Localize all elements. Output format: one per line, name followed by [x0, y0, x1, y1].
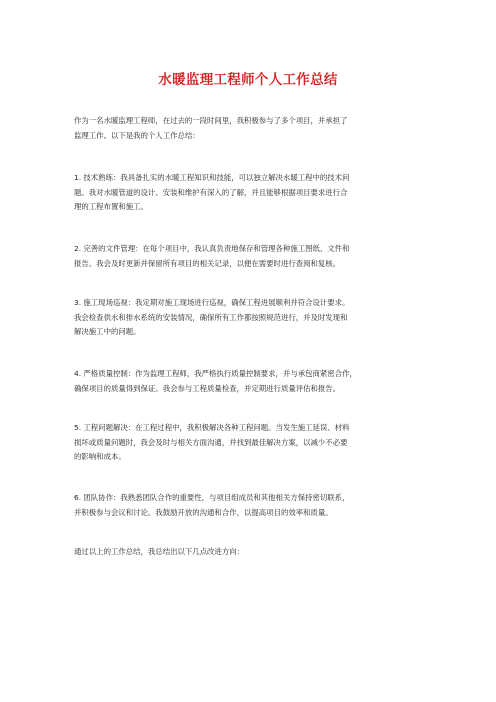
paragraph-line: 损坏或质量问题时，我会及时与相关方面沟通，并找到最佳解决方案，以减少不必要 [74, 437, 348, 447]
point-5-paragraph [74, 421, 444, 465]
paragraph-line: 解决施工中的问题。 [74, 327, 141, 336]
paragraph-line: 5. 工程问题解决：在工程过程中，我积极解决各种工程问题。当发生施工延误、材料 [74, 423, 350, 432]
paragraph-line: 题。我对水暖管道的设计、安装和维护有深入的了解，并且能够根据项目要求进行合 [74, 187, 348, 197]
paragraph-line: 3. 施工现场巡视：我定期对施工现场进行巡视，确保工程进展顺利并符合设计要求。 [74, 298, 350, 307]
point-3-paragraph [74, 296, 444, 340]
conclusion-paragraph [74, 545, 444, 560]
point-4-paragraph [74, 367, 444, 396]
paragraph-line: 作为一名水暖监理工程师，在过去的一段时间里，我积极参与了多个项目，并承担了 [74, 116, 348, 125]
paragraph-line: 通过以上的工作总结，我总结出以下几点改进方向： [74, 547, 244, 556]
paragraph-line: 监理工作。以下是我的个人工作总结： [74, 130, 200, 140]
paragraph-line: 并积极参与会议和讨论。我鼓励开放的沟通和合作，以提高项目的效率和质量。 [74, 507, 333, 517]
paragraph-line: 1. 技术熟练：我具备扎实的水暖工程知识和技能，可以独立解决水暖工程中的技术问 [74, 173, 350, 182]
point-2-paragraph [74, 242, 444, 271]
point-1-paragraph [74, 171, 444, 215]
paragraph-line: 我会检查供水和排水系统的安装情况，确保所有工作都按照规范进行，并及时发现和 [74, 312, 348, 322]
paragraph-line: 4. 严格质量控制：作为监理工程师，我严格执行质量控制要求，并与承包商紧密合作， [74, 369, 357, 378]
paragraph-line: 确保项目的质量得到保证。我会参与工程质量检查，并定期进行质量评估和报告。 [74, 383, 341, 393]
paragraph-line: 的影响和成本。 [74, 452, 126, 461]
paragraph-line: 6. 团队协作：我熟悉团队合作的重要性，与项目组成员和其他相关方保持密切联系， [74, 493, 350, 502]
point-6-paragraph [74, 491, 444, 520]
paragraph-line: 报告。我会及时更新并保留所有项目的相关记录，以便在需要时进行查阅和复核。 [74, 258, 341, 268]
paragraph-line: 理的工程布置和施工。 [74, 202, 148, 211]
paragraph-line: 2. 完善的文件管理：在每个项目中，我认真负责地保存和管理各种施工图纸、文件和 [74, 244, 350, 253]
intro-paragraph [74, 114, 444, 143]
document-title: 水暖监理工程师个人工作总结 [158, 72, 338, 88]
